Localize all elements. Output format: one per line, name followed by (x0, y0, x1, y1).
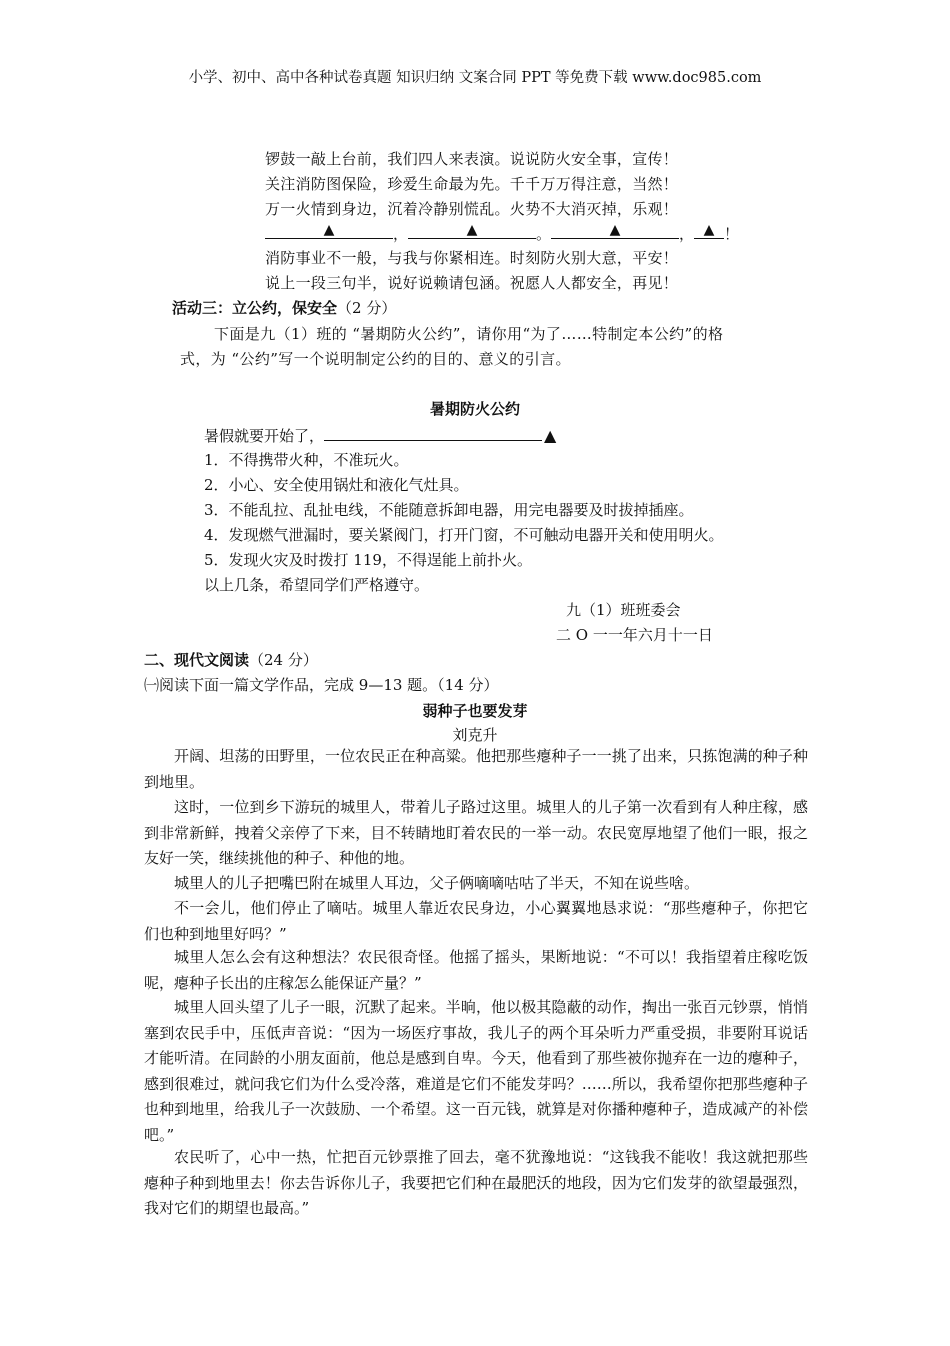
article-title: 弱种子也要发芽 (422, 702, 528, 720)
convention-item: 1．不得携带火种，不准玩火。 (204, 451, 409, 469)
convention-lead: 暑假就要开始了， ▲ (204, 426, 557, 445)
verse-line: 消防事业不一般，与我与你紧相连。时刻防火别大意，平安！ (265, 249, 679, 267)
answer-blank[interactable] (408, 222, 536, 239)
convention-title: 暑期防火公约 (429, 400, 520, 418)
answer-blank[interactable] (265, 222, 393, 239)
article-author: 刘克升 (452, 726, 498, 744)
activity3-intro-line1: 下面是九（1）班的 “暑期防火公约”，请你用“为了……特制定本公约”的格 (214, 325, 724, 343)
verse-blank-line: ▲ ， ▲ 。 ▲ ， ▲ ！ (265, 222, 739, 244)
activity3-intro-line2: 式，为 “公约”写一个说明制定公约的目的、意义的引言。 (180, 350, 571, 368)
answer-blank[interactable] (694, 222, 724, 239)
triangle-marker-icon: ▲ (323, 222, 335, 238)
convention-signer: 九（1）班班委会 (566, 601, 681, 619)
article-paragraph: 城里人的儿子把嘴巴附在城里人耳边，父子俩嘀嘀咕咕了半天，不知在说些啥。 (174, 874, 700, 892)
page-header: 小学、初中、高中各种试卷真题 知识归纳 文案合同 PPT 等免费下载 www.doc985.com (188, 70, 762, 86)
article-paragraph: 开阔、坦荡的田野里，一位农民正在种高粱。他把那些瘪种子一一挑了出来，只拣饱满的种子种到地里。 (144, 747, 808, 791)
article-paragraph: 不一会儿，他们停止了嘀咕。城里人靠近农民身边，小心翼翼地恳求说：“那些瘪种子，你把它们也种到地里好吗？” (144, 899, 808, 943)
triangle-marker-icon: ▲ (609, 222, 621, 238)
convention-item: 2．小心、安全使用锅灶和液化气灶具。 (204, 476, 469, 494)
article-paragraph: 城里人回头望了儿子一眼，沉默了起来。半晌，他以极其隐蔽的动作，掏出一张百元钞票，悄悄塞到农民手中，压低声音说：“因为一场医疗事故，我儿子的两个耳朵听力严重受损，非要附耳说话才能听清。在同龄的小朋友面前，他总是感到自卑。今天，他看到了那些被你抛弃在一边的瘪种子，感到很难过，就问我它们为什么受冷落，难道是它们不能发芽吗？……所以，我希望你把那些瘪种子也种到地里，给我儿子一次鼓励、一个希望。这一百元钱，就算是对你播种瘪种子，造成减产的补偿吧。” (144, 998, 808, 1144)
triangle-marker-icon: ▲ (544, 426, 557, 445)
article-paragraph: 这时，一位到乡下游玩的城里人，带着儿子路过这里。城里人的儿子第一次看到有人种庄稼，感到非常新鲜，拽着父亲停了下来，目不转睛地盯着农民的一举一动。农民宽厚地望了他们一眼，报之友好一笑，继续挑他的种子、种他的地。 (144, 798, 808, 867)
preamble-blank[interactable] (324, 424, 542, 441)
verse-line: 锣鼓一敲上台前，我们四人来表演。说说防火安全事，宣传！ (265, 150, 679, 168)
article-paragraph: 城里人怎么会有这种想法？农民很奇怪。他摇了摇头，果断地说：“不可以！我指望着庄稼吃饭呢，瘪种子长出的庄稼怎么能保证产量？” (144, 948, 808, 992)
verse-line: 万一火情到身边，沉着冷静别慌乱。火势不大消灭掉，乐观！ (265, 200, 679, 218)
answer-blank[interactable] (551, 222, 679, 239)
article-paragraph: 农民听了，心中一热，忙把百元钞票推了回去，毫不犹豫地说：“这钱我不能收！我这就把那些瘪种子种到地里去！你去告诉你儿子，我要把它们种在最肥沃的地段，因为它们发芽的欲望最强烈，我对它们的期望也最高。” (144, 1148, 808, 1217)
convention-closing: 以上几条，希望同学们严格遵守。 (204, 576, 430, 594)
triangle-marker-icon: ▲ (703, 222, 715, 238)
convention-date: 二 O 一一年六月十一日 (556, 626, 713, 644)
section2-heading: 二、现代文阅读（24 分） (144, 651, 318, 669)
section2-subheading: ㈠阅读下面一篇文学作品，完成 9—13 题。（14 分） (144, 676, 499, 694)
convention-item: 4．发现燃气泄漏时，要关紧阀门，打开门窗，不可触动电器开关和使用明火。 (204, 526, 724, 544)
verse-line: 关注消防图保险，珍爱生命最为先。千千万万得注意，当然！ (265, 175, 679, 193)
activity3-heading: 活动三：立公约，保安全（2 分） (172, 299, 397, 317)
verse-line: 说上一段三句半，说好说赖请包涵。祝愿人人都安全，再见！ (265, 274, 679, 292)
triangle-marker-icon: ▲ (466, 222, 478, 238)
convention-item: 5．发现火灾及时拨打 119，不得逞能上前扑火。 (204, 551, 532, 569)
convention-item: 3．不能乱拉、乱扯电线，不能随意拆卸电器，用完电器要及时拔掉插座。 (204, 501, 694, 519)
